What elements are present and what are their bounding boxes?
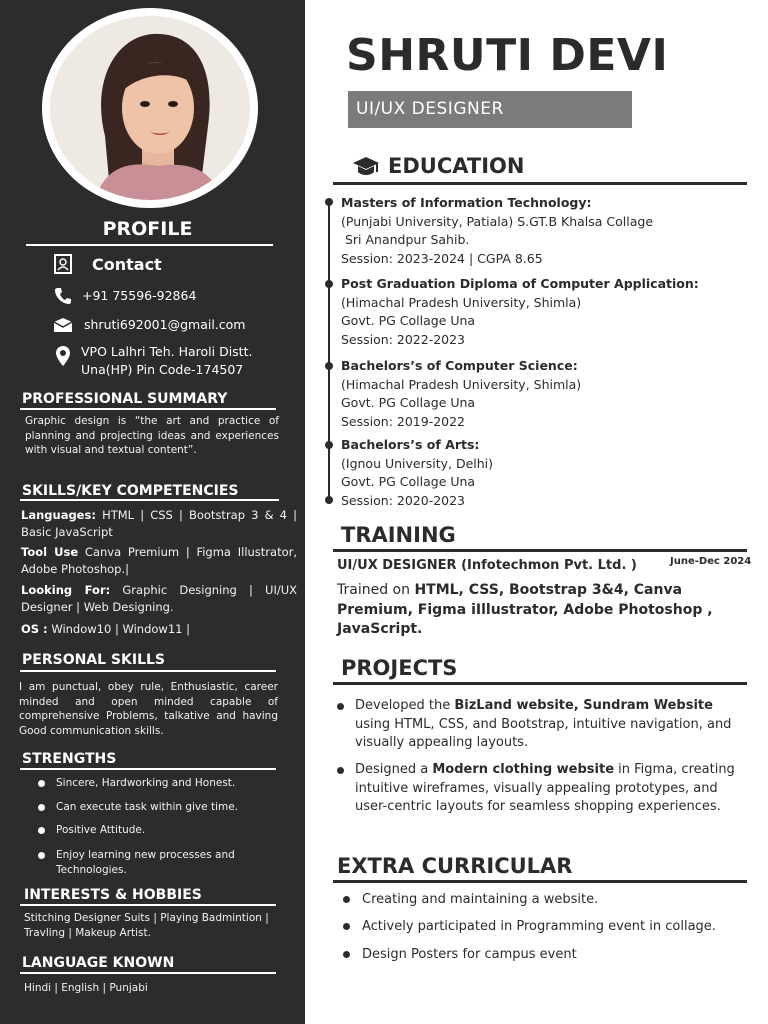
projects-divider <box>333 682 747 685</box>
strength-item <box>38 848 268 877</box>
education-entry <box>341 194 741 268</box>
training-divider <box>333 549 747 552</box>
degree-session: Session: 2020-2023 <box>341 492 466 508</box>
bullet-icon <box>343 923 350 930</box>
extra-divider <box>333 880 747 883</box>
interests-divider <box>20 904 276 906</box>
address-line-1: VPO Lalhri Teh. Haroli Distt. <box>81 344 253 359</box>
languages-known-text: Hindi | English | Punjabi <box>24 982 148 994</box>
project-text <box>355 697 742 753</box>
project-text-post: using HTML, CSS, and Bootstrap, intuitive navigation, and visually appealing layouts. <box>355 716 732 750</box>
projects-title: PROJECTS <box>341 656 458 680</box>
bullet-icon <box>38 780 45 787</box>
skill-languages <box>21 507 297 541</box>
bullet-icon <box>337 767 344 774</box>
bullet-icon <box>38 852 45 859</box>
degree-title: Post Graduation Diploma of Computer Application: <box>341 276 699 291</box>
sidebar <box>0 0 305 1024</box>
education-timeline <box>328 200 330 500</box>
strength-text: Sincere, Hardworking and Honest. <box>56 777 236 789</box>
bullet-icon <box>343 896 350 903</box>
strength-text: Positive Attitude. <box>56 824 146 836</box>
timeline-dot <box>325 441 333 449</box>
training-position: UI/UX DESIGNER (Infotechmon Pvt. Ltd. ) <box>337 558 637 573</box>
project-item <box>337 761 742 817</box>
address-line-2: Una(HP) Pin Code-174507 <box>81 362 244 377</box>
strength-text: Enjoy learning new processes and Technologies. <box>56 849 235 876</box>
skill-os-value: Window10 | Window11 | <box>51 622 190 636</box>
skill-looking-value: Graphic Designing | UI/UX Designer | Web Designing. <box>21 583 298 614</box>
degree-institution: (Punjabi University, Patiala) S.GT.B Khalsa Collage <box>341 213 654 229</box>
role-banner <box>348 91 632 128</box>
training-desc-skills: HTML, CSS, Bootstrap 3&4, Canva Premium, Figma iIllustrator, Adobe Photoshop , JavaScript. <box>337 582 713 637</box>
extra-text: Creating and maintaining a website. <box>362 892 599 907</box>
candidate-name: SHRUTI DEVI <box>346 30 669 81</box>
skill-tools <box>21 544 297 578</box>
degree-college: Govt. PG Collage Una <box>341 395 476 410</box>
extra-curricular-title: EXTRA CURRICULAR <box>337 854 573 878</box>
timeline-dot <box>325 362 333 370</box>
education-entry <box>341 436 741 510</box>
profile-photo-frame <box>42 8 258 208</box>
skill-os-label: OS : <box>21 622 48 636</box>
project-item <box>337 697 742 753</box>
project-text-post: in Figma, creating intuitive wireframes, visually appealing prototypes, and user-centric layouts for seamless shopping experiences. <box>355 762 735 814</box>
bullet-icon <box>38 804 45 811</box>
bullet-icon <box>343 951 350 958</box>
interests-title: INTERESTS & HOBBIES <box>24 887 202 903</box>
degree-title: Bachelors’s of Computer Science: <box>341 358 578 373</box>
education-entry <box>341 357 741 431</box>
summary-divider <box>20 408 276 410</box>
languages-divider <box>20 972 276 974</box>
email-row <box>52 314 245 336</box>
extra-item <box>343 892 763 907</box>
bullet-icon <box>38 827 45 834</box>
skill-languages-value: HTML | CSS | Bootstrap 3 & 4 | Basic JavaScript <box>21 508 298 539</box>
personal-skills-divider <box>20 670 276 672</box>
degree-institution: (Himachal Pradesh University, Shimla) <box>341 294 582 310</box>
phone-icon <box>52 285 74 307</box>
strengths-divider <box>20 768 276 770</box>
training-description <box>337 581 742 640</box>
extra-item <box>343 947 763 962</box>
skill-tools-label: Tool Use <box>21 545 79 559</box>
graduation-cap-icon <box>352 155 380 181</box>
interests-text: Stitching Designer Suits | Playing Badmintion | Travling | Makeup Artist. <box>24 912 269 939</box>
profile-photo <box>50 16 250 200</box>
role-title: UI/UX DESIGNER <box>356 99 504 119</box>
degree-college: Govt. PG Collage Una <box>341 474 476 489</box>
phone-row <box>52 285 196 307</box>
strength-text: Can execute task within give time. <box>56 801 239 813</box>
contact-card-icon <box>52 253 74 275</box>
degree-college: Govt. PG Collage Una <box>341 313 476 328</box>
education-entry <box>341 275 741 349</box>
degree-college: Sri Anandpur Sahib. <box>341 232 470 247</box>
personal-skills-text: I am punctual, obey rule, Enthusiastic, career minded and open minded capable of comprehensive Problems, talkative and having Good communication skills. <box>19 681 278 737</box>
project-text-bold: Modern clothing website <box>432 762 615 777</box>
timeline-dot <box>325 280 333 288</box>
skill-languages-label: Languages: <box>21 508 96 522</box>
languages-known-title: LANGUAGE KNOWN <box>22 955 175 971</box>
professional-summary-text: Graphic design is “the art and practice of planning and projecting ideas and experiences with visual and textual content”. <box>25 415 279 456</box>
extra-text: Actively participated in Programming event in collage. <box>362 919 716 934</box>
strength-item <box>38 823 278 838</box>
training-date: June-Dec 2024 <box>670 556 752 567</box>
personal-skills-title: PERSONAL SKILLS <box>22 652 166 668</box>
email-text: shruti692001@gmail.com <box>84 317 246 332</box>
address-row <box>52 343 252 379</box>
training-title: TRAINING <box>341 523 456 547</box>
extra-item <box>343 919 763 934</box>
bullet-icon <box>337 703 344 710</box>
profile-divider <box>26 244 273 246</box>
project-text-bold: BizLand website, Sundram Website <box>454 698 713 713</box>
degree-institution: (Himachal Pradesh University, Shimla) <box>341 376 582 392</box>
envelope-icon <box>52 314 74 336</box>
degree-institution: (Ignou University, Delhi) <box>341 455 494 471</box>
project-text <box>355 761 742 817</box>
profile-title: PROFILE <box>102 218 193 240</box>
skill-os <box>21 621 297 638</box>
education-title: EDUCATION <box>388 154 525 178</box>
phone-text: +91 75596-92864 <box>82 288 197 303</box>
strength-item <box>38 800 278 815</box>
timeline-dot <box>325 496 333 504</box>
contact-heading <box>52 253 162 275</box>
degree-session: Session: 2022-2023 <box>341 331 466 347</box>
extra-text: Design Posters for campus event <box>362 947 577 962</box>
skill-tools-value: Canva Premium | Figma Illustrator, Adobe Photoshop.| <box>21 545 298 576</box>
degree-session: Session: 2023-2024 | CGPA 8.65 <box>341 250 543 266</box>
degree-title: Masters of Information Technology: <box>341 195 592 210</box>
strength-item <box>38 776 278 791</box>
location-pin-icon <box>52 345 74 367</box>
training-desc-prefix: Trained on <box>337 582 415 598</box>
project-text-pre: Developed the <box>355 698 455 713</box>
project-text-pre: Designed a <box>355 762 433 777</box>
contact-label: Contact <box>92 254 162 274</box>
degree-title: Bachelors’s of Arts: <box>341 437 480 452</box>
skill-looking-for <box>21 582 297 616</box>
skills-divider <box>20 499 279 501</box>
skills-title: SKILLS/KEY COMPETENCIES <box>22 483 239 499</box>
professional-summary-title: PROFESSIONAL SUMMARY <box>22 391 228 407</box>
strengths-title: STRENGTHS <box>22 751 117 767</box>
education-divider <box>333 182 747 185</box>
degree-session: Session: 2019-2022 <box>341 413 466 429</box>
skill-looking-label: Looking For: <box>21 583 111 597</box>
timeline-dot <box>325 198 333 206</box>
